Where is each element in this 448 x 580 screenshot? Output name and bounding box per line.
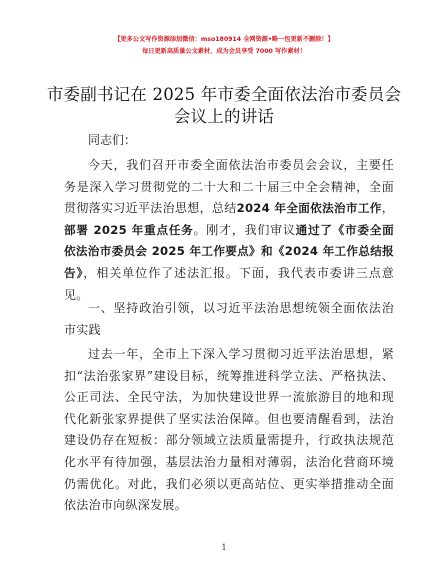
section-heading-1: 一、坚持政治引领，以习近平法治思想统领全面依法治市实践 xyxy=(64,301,394,337)
paragraph-section-1: 过去一年，全市上下深入学习贯彻习近平法治思想，紧扣“法治张家界”建设目标，统筹推进科学立法、严格执法、公正司法、全民守法，为加快建设世界一流旅游目的地和现代化新张家界提供了坚实法治保障。但也要清醒看到，法治建设仍存在短板：部分领域立法质量需提升，行政执法规范化水平有待加强，基层法治力量相对薄弱，法治化营商环境仍需优化。对此，我们必须以更高站位、更实举措推动全面依法治市向纵深发展。 xyxy=(64,347,394,513)
intro-bold-3: 通过了《市委全面依法治市委员会 2025 年工作要点》和《2024 年工作总结报告》 xyxy=(64,222,394,280)
intro-bold-2: 部署 2025 年重点任务 xyxy=(64,222,194,237)
intro-text-1: 今天，我们召开市委全面依法治市委员会会议，主要任务是深入学习贯彻党的二十大和二十届三中全会精神，全面贯彻落实习近平法治思想，总结 xyxy=(64,158,394,216)
promo-banner xyxy=(0,34,448,57)
intro-text-2: ， xyxy=(381,201,394,216)
salutation: 同志们： xyxy=(88,133,137,147)
paragraph-intro xyxy=(64,155,394,306)
intro-bold-1: 2024 年全面依法治市工作 xyxy=(236,201,382,216)
intro-text-3: 。刚才，我们审议 xyxy=(193,222,296,237)
intro-text-4: ，相关单位作了述法汇报。下面，我代表市委讲三点意见。 xyxy=(64,265,394,302)
document-title: 市委副书记在 2025 年市委全面依法治市委员会会议上的讲话 xyxy=(46,85,402,126)
banner-line-2: 每日更新高质量公文素材，成为会员享受 7000 写作素材！ xyxy=(142,48,306,55)
banner-line-1: 【更多公文写作资源添加微信：mso180914 全网资源•略一包更新不删除！】 xyxy=(114,36,334,43)
page-number: 1 xyxy=(221,543,227,552)
